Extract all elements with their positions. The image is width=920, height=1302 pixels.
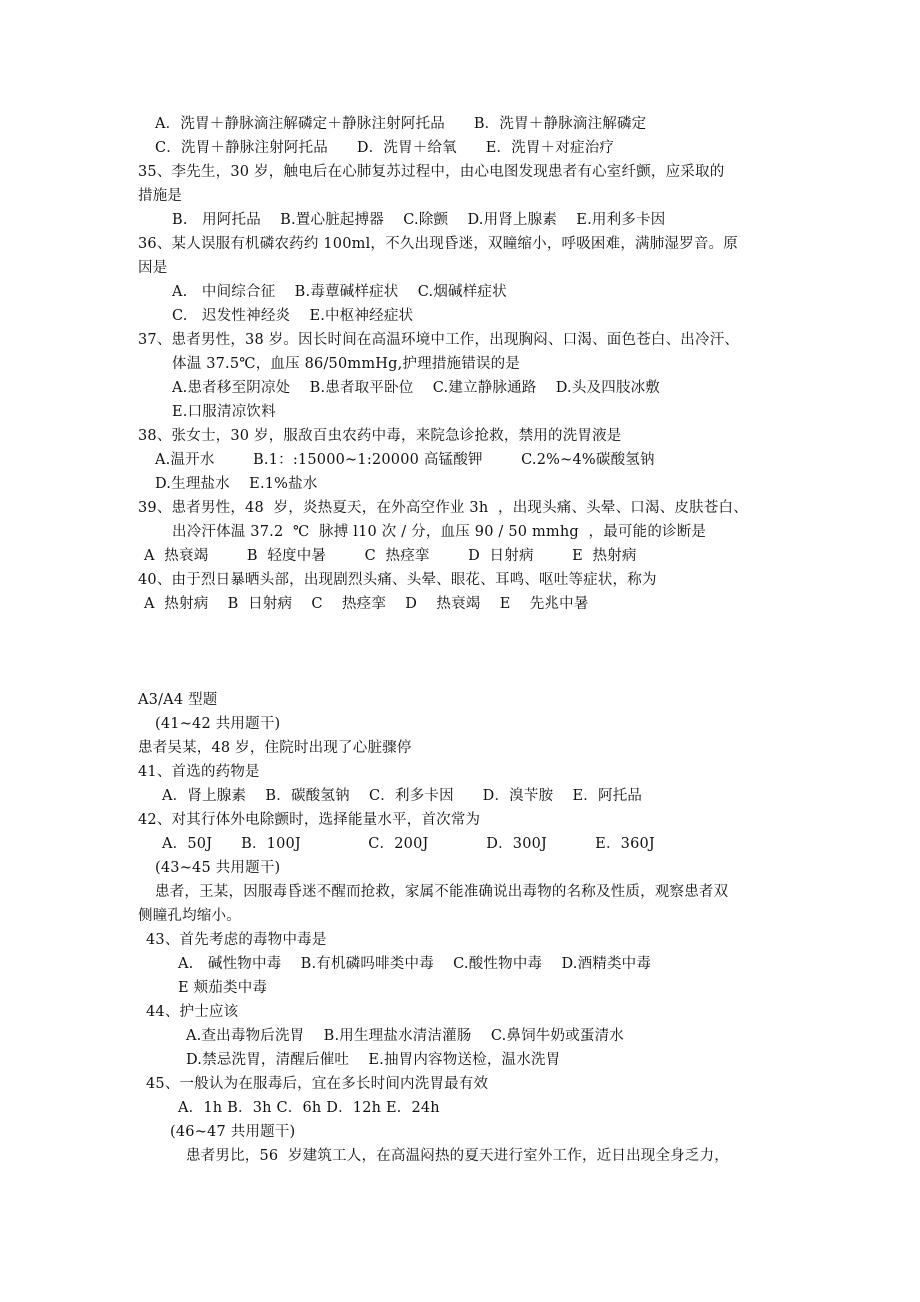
q45-stem: 45、一般认为在服毒后，宜在多长时间内洗胃最有效 [146,1076,489,1092]
q39-stem-line-2: 出冷汗体温 37.2 ℃ 脉搏 l10 次 / 分，血压 90 / 50 mmhg ，最可能的诊断是 [172,524,707,540]
q45-options: A．1h B．3h C．6h D．12h E．24h [178,1100,440,1116]
q38-options-row-1: A.温开水 B.1：:15000~1:20000 高锰酸钾 C.2%~4%碳酸氢钠 [155,452,655,468]
q37-options-row-1: A.患者移至阴凉处 B.患者取平卧位 C.建立静脉通路 D.头及四肢冰敷 [172,380,661,396]
q37-options-row-2: E.口服清凉饮料 [172,404,276,420]
shared-stem-43-45-line-2: 侧瞳孔均缩小。 [138,908,241,924]
shared-stem-43-45-line-1: 患者，王某，因服毒昏迷不醒而抢救，家属不能准确说出毒物的名称及性质，观察患者双 [155,884,729,900]
shared-stem-41-42-label: (41~42 共用题干) [155,716,281,732]
q41-stem: 41、首选的药物是 [138,764,260,780]
q36-stem-line-2: 因是 [138,260,168,276]
q36-stem-line-1: 36、某人误服有机磷农药约 100ml，不久出现昏迷，双瞳缩小，呼吸困难，满肺湿罗音。原 [138,236,738,252]
shared-stem-41-42: 患者吴某，48 岁，住院时出现了心脏骤停 [138,740,412,756]
shared-stem-43-45-label: (43~45 共用题干) [155,860,281,876]
q41-options: A．肾上腺素 B．碳酸氢钠 C．利多卡因 D．溴苄胺 E．阿托品 [162,788,643,804]
q39-stem-line-1: 39、患者男性，48 岁，炎热夏天，在外高空作业 3h ，出现头痛、头晕、口渴、皮肤苍白、 [138,500,748,516]
q39-options: A 热衰竭 B 轻度中暑 C 热痉挛 D 日射病 E 热射病 [144,548,637,564]
q43-options-row-2: E 颊茄类中毒 [178,980,268,996]
q44-stem: 44、护士应该 [146,1004,239,1020]
q35-stem-line-1: 35、李先生，30 岁，触电后在心肺复苏过程中，由心电图发现患者有心室纤颤，应采取的 [138,164,725,180]
q38-stem: 38、张女士，30 岁，服敌百虫农药中毒，来院急诊抢救，禁用的洗胃液是 [138,428,622,444]
q40-stem: 40、由于烈日暴晒头部，出现剧烈头痛、头晕、眼花、耳鸣、呕吐等症状，称为 [138,572,657,588]
q38-options-row-2: D.生理盐水 E.1%盐水 [155,476,318,492]
q34-options-row-1: A．洗胃＋静脉滴注解磷定＋静脉注射阿托品 B．洗胃＋静脉滴注解磷定 [155,116,647,132]
q36-options-row-1: A. 中间综合征 B.毒蕈碱样症状 C.烟碱样症状 [172,284,507,300]
q34-options-row-2: C．洗胃＋静脉注射阿托品 D．洗胃＋给氧 E．洗胃＋对症治疗 [155,140,615,156]
q37-stem-line-2: 体温 37.5℃，血压 86/50mmHg,护理措施错误的是 [172,356,521,372]
q44-options-row-2: D.禁忌洗胃，清醒后催吐 E.抽胃内容物送检，温水洗胃 [186,1052,561,1068]
q44-options-row-1: A.查出毒物后洗胃 B.用生理盐水清洁灌肠 C.鼻饲牛奶或蛋清水 [186,1028,625,1044]
q35-stem-line-2: 措施是 [138,188,183,204]
shared-stem-46-47-label: (46~47 共用题干) [170,1124,296,1140]
q42-options: A．50J B．100J C．200J D．300J E．360J [162,836,655,852]
q37-stem-line-1: 37、患者男性，38 岁。因长时间在高温环境中工作，出现胸闷、口渴、面色苍白、出冷汗、 [138,332,740,348]
q43-options-row-1: A. 碱性物中毒 B.有机磷吗啡类中毒 C.酸性物中毒 D.酒精类中毒 [178,956,652,972]
section-heading-a3-a4: A3/A4 型题 [138,692,218,708]
q40-options: A 热射病 B 日射病 C 热痉挛 D 热衰竭 E 先兆中暑 [144,596,589,612]
q36-options-row-2: C. 迟发性神经炎 E.中枢神经症状 [172,308,414,324]
q35-options: B. 用阿托品 B.置心脏起搏器 C.除颤 D.用肾上腺素 E.用利多卡因 [172,212,666,228]
q42-stem: 42、对其行体外电除颤时，选择能量水平，首次常为 [138,812,481,828]
shared-stem-46-47-line-1: 患者男比，56 岁建筑工人，在高温闷热的夏天进行室外工作，近日出现全身乏力， [186,1148,729,1164]
q43-stem: 43、首先考虑的毒物中毒是 [146,932,327,948]
